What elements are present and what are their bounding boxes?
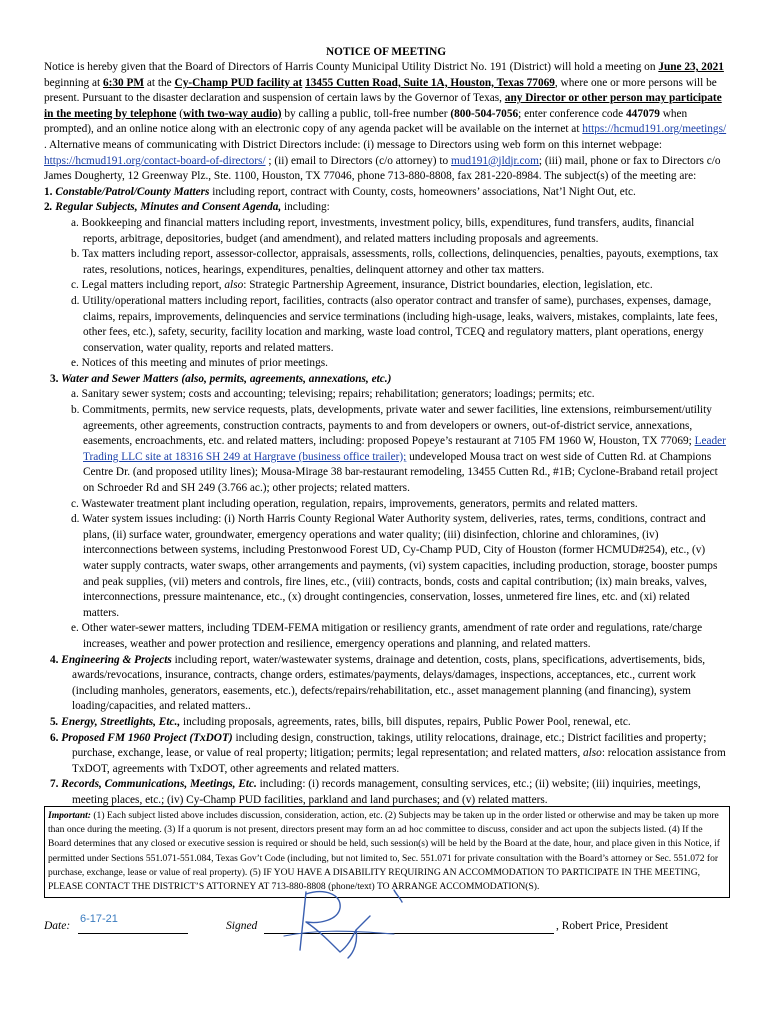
section-records: 7. Records, Communications, Meetings, Etc. including: (i) records management, consulting services, etc.; (ii) website; (iii) inquiries, meetings, meeting places, etc.; (iv) Cy-Champ PUD facilities, parkland and land purchases; and (v) related matters. — [50, 778, 701, 806]
section-items — [44, 387, 728, 652]
section-heading: . Regular Subjects, Minutes and Consent Agenda, — [49, 201, 282, 214]
signer-name: , Robert Price, President — [556, 920, 669, 932]
section-engineering: 4. Engineering & Projects including report, water/wastewater systems, drainage and detention, costs, plans, specifications, advertisements, bids, awards/revocations, insurance, contracts, change orders, estimates/payments, delays/damages, inspections, acceptances, etc., current work (including manholes, generators, easements, etc.), defects/repairs/rehabilitation, etc., asset management planning (and financing), system loading/capacities, and related matters.. — [50, 653, 706, 713]
section-regular-subjects: 2. Regular Subjects, Minutes and Consent Agenda, including: a. Bookkeeping and financial matters including report, investments, investment policy, bills, expenditures, fund transfers, audits, financial reports, arbitrage, depositories, budget (and amendment), and related matters including proposals and agreements. b. Tax matters including report, assessor-collector, appraisals, assessments, rolls, collections, delinquencies, penalties, payouts, exemptions, tax rates, resolutions, notices, hearings, expenditures, penalties, delinquent attorney and other tax matters. c. Legal matters including report, also: Strategic Partnership Agreement, insurance, District boundaries, election, legislation, etc. d. Utility/operational matters including report, facilities, contracts (also operator contract and transfer of same), purchases, expenses, damage, claims, repairs, improvements, delinquencies and service terminations (including high-usage, leaks, waivers, mistakes, complaints, late fees, other fees, etc.), safety, security, facility location and marking, waste load control, TCEQ and regulatory matters, plant operations, energy conservation, water quality, reports and related matters. e. Notices of this meeting and minutes of prior meetings. — [44, 200, 728, 372]
date-line — [78, 933, 188, 934]
list-item: a. Bookkeeping and financial matters including report, investments, investment policy, bills, expenditures, fund transfers, audits, financial reports, arbitrage, depositories, budget (and amendment), and related matters including proposals and agreements. — [71, 216, 695, 245]
section-heading: Records, Communications, Meetings, Etc. — [58, 778, 257, 791]
list-item: b. Commitments, permits, new service requests, plats, developments, private water and sewer facilities, line extensions, reimbursement/utility agreements, other agreements, construction contracts, payments to and from developers or owners, out-of-district service, annexations, easements, encroachments, etc. and related matters, including: proposed Popeye’s restaurant at 7105 FM 1960 W, Houston, TX 77069; Leader Trading LLC site at 18316 SH 249 at Hargrave (business office trailer); undeveloped Mousa tract on west side of Cutten Rd. at Champions Centre Dr. (and proposed utility lines); Mousa-Mirage 38 bar-restaurant remodeling, 13455 Cutten Rd., #1B; Cyclone-Braband retail project on Schroeder Rd and SH 249 (3.766 ac.); other projects; related matters. — [71, 404, 726, 495]
notice-document — [44, 44, 728, 809]
list-item: c. Wastewater treatment plant including operation, regulation, repairs, improvements, generators, permits and related matters. — [71, 497, 638, 510]
telephone-participation: any Director or other person may participate in the meeting by telephone — [44, 92, 722, 120]
meeting-date: June 23, 2021 — [658, 61, 724, 73]
important-label: Important: — [48, 810, 91, 821]
list-item: b. Tax matters including report, assessor-collector, appraisals, assessments, rolls, collections, delinquencies, penalties, payouts, exemptions, tax rates, resolutions, notices, hearings, expenditures, penalties, delinquent attorney and other tax matters. — [71, 248, 719, 276]
important-text: (1) Each subject listed above includes discussion, consideration, action, etc. (2) Subjects may be taken up in the order listed or otherwise and may be taken up more than once during the meeting. (3) If a quorum is not present, directors present may form an ad hoc committee to discuss, consider and act upon the subjects listed. (4) If the Board determines that any closed or executive session is required or should be held, such session(s) will be held by the Board at the date, hour, and place given in this Notice, if permitted under Sections 551.071-551.084, Texas Gov’t Code (including, but not limited to, Sec. 551.071 for private consultation with the Board’s attorney or Sec. 551.072 for purchase, exchange, lease or value of real property). (5) IF YOU HAVE A DISABILITY REQUIRING AN ACCOMMODATION TO PARTICIPATE IN THE MEETING, PLEASE CONTACT THE DISTRICT’S ATTORNEY AT 713-880-8808 (phone/text) TO ARRANGE ACCOMMODATION(S). — [48, 810, 720, 893]
section-heading: . Energy, Streetlights, Etc., — [55, 715, 181, 728]
toll-free-number: (800-504-7056 — [450, 107, 519, 120]
list-item: d. Utility/operational matters including report, facilities, contracts (also operator contract and transfer of same), purchases, expenses, damage, claims, repairs, improvements, delinquencies and service terminations (including high-usage, leaks, waivers, mistakes, complaints, late fees, other fees, etc.), safety, security, facility location and marking, waste load control, TCEQ and regulatory matters, plant operations, energy conservation, water quality, reports and related matters. — [71, 294, 718, 354]
list-item: e. Notices of this meeting and minutes of prior meetings. — [71, 357, 328, 370]
contact-board-link[interactable]: https://hcmud191.org/contact-board-of-directors/ — [44, 154, 266, 167]
section-heading: Water and Sewer Matters (also, permits, agreements, annexations, etc.) — [58, 372, 392, 385]
section-heading: Constable/Patrol/County Matters — [55, 185, 210, 198]
notice-intro: Notice is hereby given that the Board of Directors of Harris County Municipal Utility District No. 191 (District) will hold a meeting on June 23, 2021 beginning at 6:30 PM at the Cy-Champ PUD facility at 13455 Cutten Road, Suite 1A, Houston, Texas 77069, where one or more persons will be present. Pursuant to the disaster declaration and suspension of certain laws by the Governor of Texas, any Director or other person may participate in the meeting by telephone (with two-way audio) by calling a public, toll-free number (800-504-7056; enter conference code 447079 when prompted), and an online notice along with an electronic copy of any agenda packet will be available on the internet at https://hcmud191.org/meetings/ . Alternative means of communicating with District Directors include: (i) message to Directors using web form on this internet webpage: https://hcmud191.org/contact-board-of-directors/ ; (ii) email to Directors (c/o attorney) to mud191@jldjr.com; (iii) mail, phone or fax to Directors c/o James Dougherty, 12 Greenway Plz., Ste. 1100, Houston, TX 77046, phone 713-880-8808, fax 281-220-8984. The subject(s) of the meeting are: — [44, 61, 727, 183]
two-way-audio: with two-way audio) — [183, 107, 282, 120]
list-item: a. Sanitary sewer system; costs and accounting; televising; repairs; rehabilitation; generators; loadings; permits; etc. — [71, 388, 595, 401]
section-items — [44, 216, 728, 372]
section-water-sewer: 3. Water and Sewer Matters (also, permits, agreements, annexations, etc.) a. Sanitary sewer system; costs and accounting; televising; repairs; rehabilitation; generators; loadings; permits; etc. b. Commitments, permits, new service requests, plats, developments, private water and sewer facilities, line extensions, reimbursement/utility agreements, other agreements, construction contracts, payments to and from developers or owners, out-of-district service, annexations, easements, encroachments, etc. and related matters, including: proposed Popeye’s restaurant at 7105 FM 1960 W, Houston, TX 77069; Leader Trading LLC site at 18316 SH 249 at Hargrave (business office trailer); undeveloped Mousa tract on west side of Cutten Rd. at Champions Centre Dr. (and proposed utility lines); Mousa-Mirage 38 bar-restaurant remodeling, 13455 Cutten Rd., #1B; Cyclone-Braband retail project on Schroeder Rd and SH 249 (3.766 ac.); other projects; related matters. c. Wastewater treatment plant including operation, regulation, repairs, improvements, generators, permits and related matters. d. Water system issues including: (i) North Harris County Regional Water Authority system, deliveries, rates, terms, conditions, contract and plans, (ii) surface water, groundwater, emergency operations and water quality; (iii) disinfection, chlorine and chloramines, (iv) interconnections between systems, including Prestonwood Forest UD, Cy-Champ PUD, City of Houston (former HCMUD#254), etc., (v) water supply contracts, water swaps, other arrangements and payments, (vi) system capacities, including production, storage, booster pumps and peak supplies, (vii) meters and controls, fire lines, etc., (viii) contracts, bonds, costs and capital contribution; (ix) main breaks, valves, interconnections, pressure maintenance, etc., (x) drought contingencies, conservation, losses, unmetered fire lines, etc. and (xi) related matters. e. Other water-sewer matters, including TDEM-FEMA mitigation or resiliency grants, amendment of rate order and regulations, rate/charge increases, weather and power protection and resilience, emergency operations and planning, and related matters. — [44, 372, 728, 653]
section-fm1960: 6. Proposed FM 1960 Project (TxDOT) including design, construction, takings, utility relocations, drainage, etc.; District facilities and property; purchase, exchange, lease, or value of real property; litigation; permits; legal representation; and related matters, also: relocation assistance from TxDOT, agreements with TxDOT, other agreements and related matters. — [50, 731, 726, 775]
meeting-time: 6:30 PM — [102, 76, 145, 89]
notice-title: NOTICE OF MEETING — [325, 46, 447, 58]
meeting-address: 13455 Cutten Road, Suite 1A, Houston, Texas 77069 — [305, 76, 555, 89]
list-item: d. Water system issues including: (i) North Harris County Regional Water Authority system, deliveries, rates, terms, conditions, contract and plans, (ii) surface water, groundwater, emergency operations and water quality; (iii) disinfection, chlorine and chloramines, (iv) interconnections between systems, including Prestonwood Forest UD, Cy-Champ PUD, City of Houston (former HCMUD#254), etc., (v) water supply contracts, water swaps, other arrangements and payments, (vi) system capacities, including production, storage, booster pumps and peak supplies, (vii) meters and controls, fire lines, etc., (viii) contracts, bonds, costs and capital contribution; (ix) main breaks, valves, interconnections, pressure maintenance, etc., (x) drought contingencies, conservation, losses, unmetered fire lines, etc. and (xi) related matters. — [71, 513, 718, 619]
section-constable: 1. Constable/Patrol/County Matters including report, contract with County, costs, homeowners’ associations, Nat’l Night Out, etc. — [44, 185, 636, 198]
conference-code: 447079 — [626, 107, 660, 120]
section-heading: Engineering & Projects — [58, 653, 172, 666]
leader-trading-link[interactable]: Leader Trading LLC site at 18316 SH 249 at Hargrave (business office trailer); — [83, 435, 726, 463]
date-label: Date: — [44, 920, 71, 932]
email-link[interactable]: mud191@jldjr.com — [451, 154, 539, 167]
date-value: 6-17-21 — [80, 913, 118, 925]
signed-label: Signed — [226, 920, 258, 932]
meetings-link[interactable]: https://hcmud191.org/meetings/ — [582, 123, 727, 136]
list-item: e. Other water-sewer matters, including TDEM-FEMA mitigation or resiliency grants, amendment of rate order and regulations, rate/charge increases, weather and power protection and resilience, emergency operations and planning, and related matters. — [71, 622, 703, 650]
list-item: c. Legal matters including report, also: Strategic Partnership Agreement, insurance, District boundaries, election, legislation, etc. — [71, 279, 653, 292]
meeting-facility: Cy-Champ PUD facility at — [174, 76, 303, 89]
section-heading: Proposed FM 1960 Project (TxDOT) — [58, 731, 233, 744]
handwritten-signature — [244, 880, 444, 960]
signature-row — [44, 913, 728, 950]
section-energy: 5. Energy, Streetlights, Etc., including proposals, agreements, rates, bills, bill disputes, repairs, Public Power Pool, renewal, etc. — [50, 715, 631, 728]
